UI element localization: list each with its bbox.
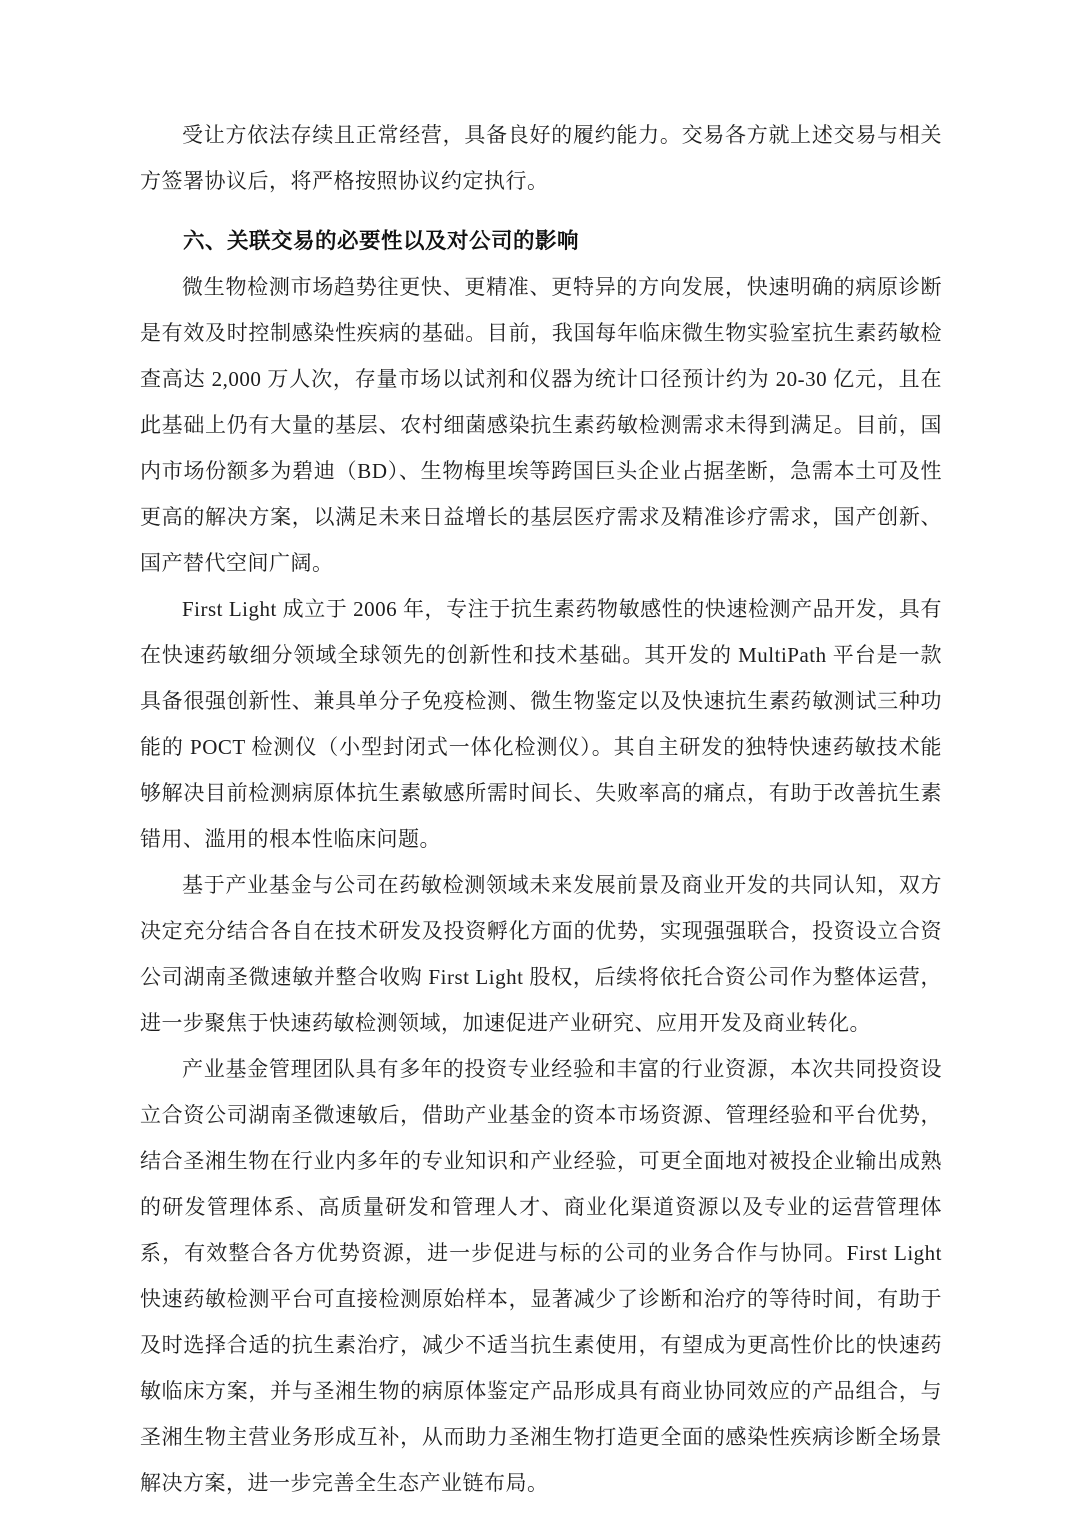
section-heading: 六、关联交易的必要性以及对公司的影响 — [183, 229, 580, 253]
paragraph: First Light 成立于 2006 年，专注于抗生素药物敏感性的快速检测产品开发，具有在快速药敏细分领域全球领先的创新性和技术基础。其开发的 MultiPath 平台是一款具备很强创新性、兼具单分子免疫检测、微生物鉴定以及快速抗生素药敏测试三种功能的 POCT 检测仪（小型封闭式一体化检测仪）。其自主研发的独特快速药敏技术能够解决目前检测病原体抗生素敏感所需时间长、失败率高的痛点，有助于改善抗生素错用、滥用的根本性临床问题。 — [140, 597, 942, 851]
paragraph: 基于产业基金与公司在药敏检测领域未来发展前景及商业开发的共同认知，双方决定充分结合各自在技术研发及投资孵化方面的优势，实现强强联合，投资设立合资公司湖南圣微速敏并整合收购 First Light 股权，后续将依托合资公司作为整体运营，进一步聚焦于快速药敏检测领域，加速促进产业研究、应用开发及商业转化。 — [140, 873, 942, 1035]
paragraph: 产业基金管理团队具有多年的投资专业经验和丰富的行业资源，本次共同投资设立合资公司湖南圣微速敏后，借助产业基金的资本市场资源、管理经验和平台优势，结合圣湘生物在行业内多年的专业知识和产业经验，可更全面地对被投企业输出成熟的研发管理体系、高质量研发和管理人才、商业化渠道资源以及专业的运营管理体系，有效整合各方优势资源，进一步促进与标的公司的业务合作与协同。First Light 快速药敏检测平台可直接检测原始样本，显著减少了诊断和治疗的等待时间，有助于及时选择合适的抗生素治疗，减少不适当抗生素使用，有望成为更高性价比的快速药敏临床方案，并与圣湘生物的病原体鉴定产品形成具有商业协同效应的产品组合，与圣湘生物主营业务形成互补，从而助力圣湘生物打造更全面的感染性疾病诊断全场景解决方案，进一步完善全生态产业链布局。 — [140, 1057, 942, 1495]
paragraph: 微生物检测市场趋势往更快、更精准、更特异的方向发展，快速明确的病原诊断是有效及时控制感染性疾病的基础。目前，我国每年临床微生物实验室抗生素药敏检查高达 2,000 万人次，存量市场以试剂和仪器为统计口径预计约为 20-30 亿元，且在此基础上仍有大量的基层、农村细菌感染抗生素药敏检测需求未得到满足。目前，国内市场份额多为碧迪（BD）、生物梅里埃等跨国巨头企业占据垄断，急需本土可及性更高的解决方案，以满足未来日益增长的基层医疗需求及精准诊疗需求，国产创新、国产替代空间广阔。 — [140, 275, 942, 575]
document-content — [140, 112, 942, 1506]
paragraph: 受让方依法存续且正常经营，具备良好的履约能力。交易各方就上述交易与相关方签署协议后，将严格按照协议约定执行。 — [140, 123, 942, 193]
